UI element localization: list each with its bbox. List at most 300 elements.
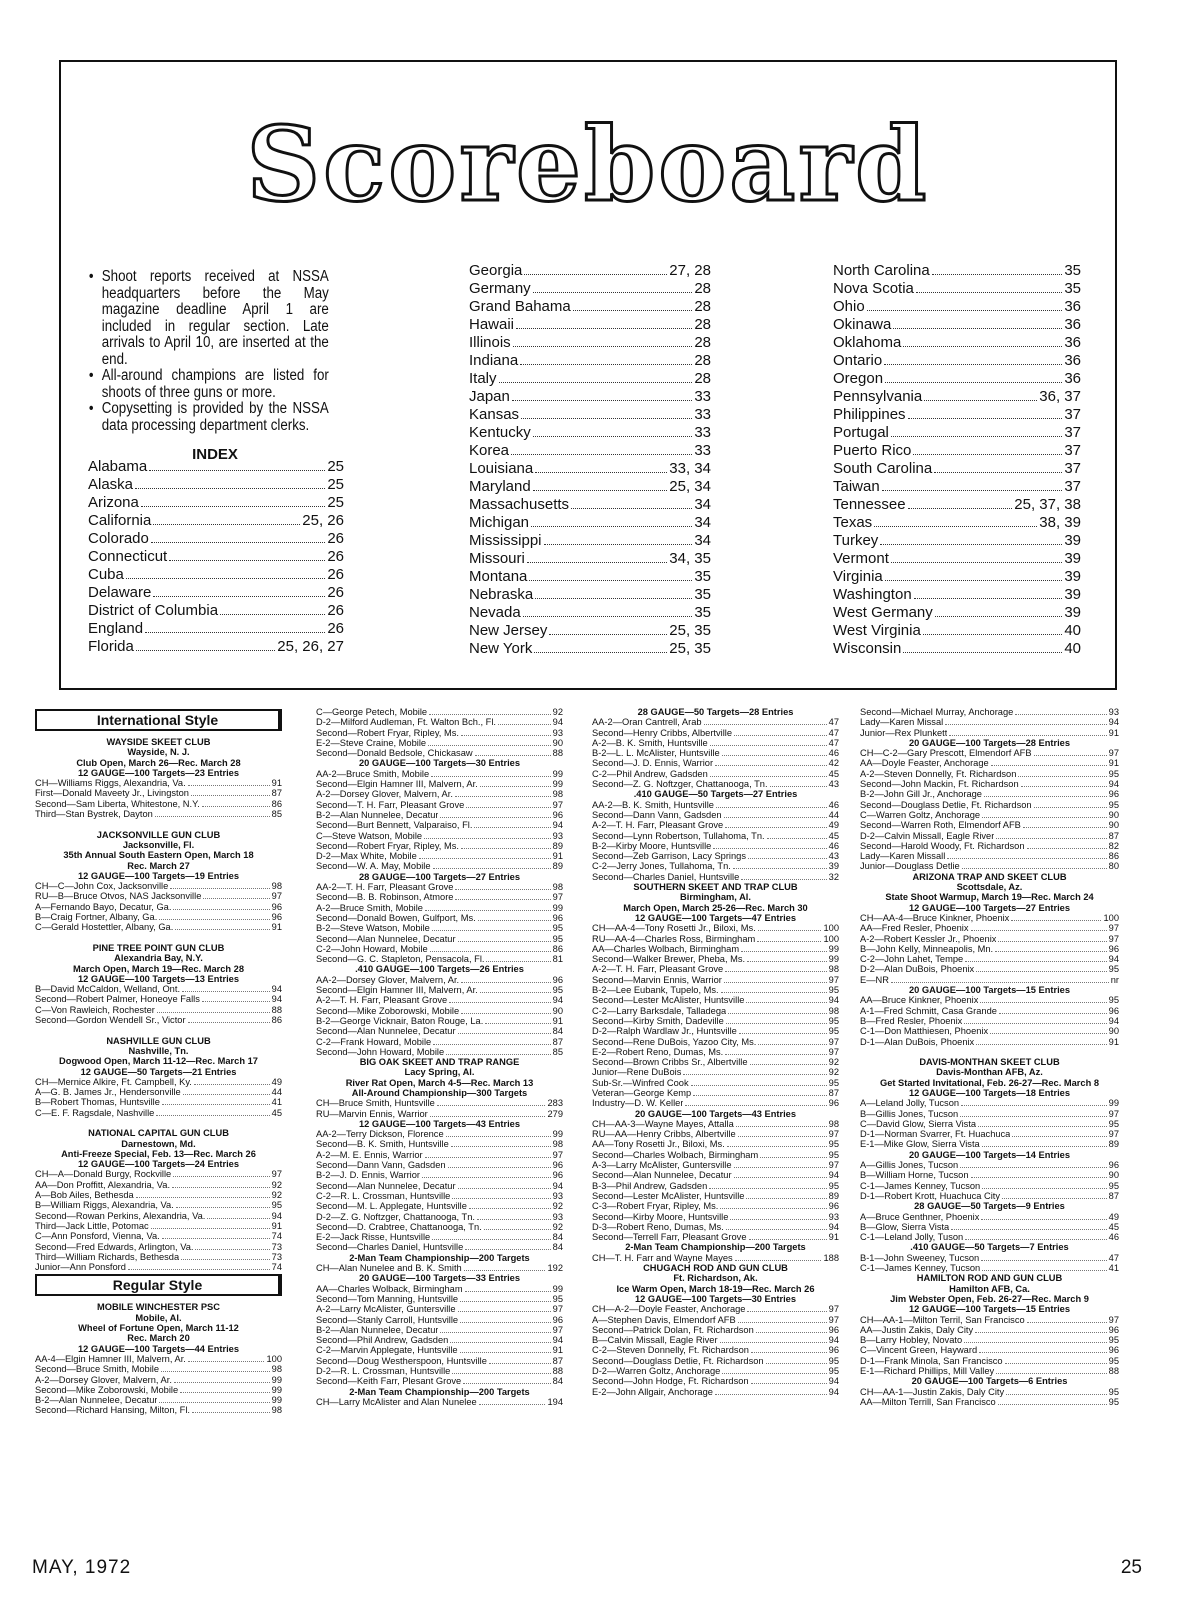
result-row [316,1315,563,1325]
result-row [592,779,839,789]
result-row [860,1109,1119,1119]
index-state: South Carolina [833,460,933,477]
result-row [316,748,563,758]
index-pages: 39 [1064,586,1081,603]
index-column-2 [469,262,711,658]
index-pages: 34, 35 [669,550,711,567]
result-name: Junior—Douglass Detlie [860,861,960,872]
result-row [860,1335,1119,1345]
result-row [592,1057,839,1067]
result-score: 93 [828,1211,839,1222]
result-row [35,984,282,994]
dot-leader [728,1013,826,1014]
result-score: 94 [552,820,563,831]
result-score: 43 [828,851,839,862]
result-score: 95 [828,1180,839,1191]
dot-leader [964,1342,1107,1343]
result-score: 99 [271,1395,282,1406]
spacer [860,1047,1119,1057]
result-name: D-2—Milford Audleman, Ft. Walton Bch., Fl. [316,717,496,728]
dot-leader [971,930,1107,931]
index-pages: 25 [327,476,344,493]
result-score: 96 [1108,943,1119,954]
dot-leader [169,560,325,561]
dot-leader [449,1002,550,1003]
result-name: Second—John Howard, Mobile [316,1046,445,1057]
result-row [860,1232,1119,1242]
dot-leader [485,1023,550,1024]
result-score: 49 [828,820,839,831]
result-row [860,1026,1119,1036]
result-row [592,1232,839,1242]
result-row [35,1015,282,1025]
result-score: 95 [1108,1386,1119,1397]
spacer [35,819,282,829]
dot-leader [980,1002,1106,1003]
section-banner: Regular Style [35,1274,282,1296]
index-entry [469,424,711,442]
results-column-4 [860,707,1119,1407]
result-row [316,1006,563,1016]
result-name: C-2—Jerry Jones, Tullahoma, Tn. [592,861,731,872]
result-score: 97 [828,1314,839,1325]
index-pages: 25, 26, 27 [277,638,344,655]
dot-leader [153,524,300,525]
result-score: 97 [828,1036,839,1047]
result-row [592,1222,839,1232]
result-score: 94 [828,1221,839,1232]
dot-leader [962,868,1107,869]
index-entry [833,262,1081,280]
index-pages: 36 [1064,370,1081,387]
result-heading: 28 GAUGE—100 Targets—27 Entries [358,871,521,882]
index-entry [469,298,711,316]
result-score: 99 [552,779,563,790]
result-heading: ARIZONA TRAP AND SKEET CLUB [912,871,1067,882]
result-name: B—Larry Hobley, Novato [860,1335,963,1346]
result-row [316,1098,563,1108]
index-state: Alaska [88,476,134,493]
result-row [592,1170,839,1180]
issue-date: MAY, 1972 [32,1557,132,1578]
dot-leader [207,1218,269,1219]
dot-leader [965,1239,1106,1240]
result-score: 93 [1108,707,1119,717]
result-name: RU—Marvin Ennis, Warrior [316,1108,428,1119]
result-name: CH—AA-4—Tony Rosetti Jr., Biloxi, Ms. [592,923,756,934]
result-heading: 12 GAUGE—100 Targets—15 Entries [908,1304,1071,1315]
result-score: 47 [828,717,839,728]
index-state: Korea [469,442,510,459]
dot-leader [981,1260,1106,1261]
result-name: B-2—George Vicknair, Baton Rouge, La. [316,1015,484,1026]
result-row [592,1026,839,1036]
result-name: A-2—Robert Kessler Jr., Phoenix [860,933,997,944]
index-entry [88,512,344,530]
result-heading: Hamilton AFB, Ca. [949,1283,1030,1294]
result-row [316,1232,563,1242]
result-row [860,944,1119,954]
result-row [592,831,839,841]
index-entry [833,478,1081,496]
result-row [316,1109,563,1119]
dot-leader [720,1208,826,1209]
result-name: Second—Robert Fryar, Ripley, Ms. [316,727,459,738]
dot-leader [524,274,667,275]
dot-leader [180,1392,270,1393]
index-pages: 25, 26 [302,512,344,529]
index-pages: 37 [1064,478,1081,495]
result-row [316,707,563,717]
dot-leader [923,634,1062,635]
result-row [316,1191,563,1201]
dot-leader [188,1361,265,1362]
result-row [860,1356,1119,1366]
index-entry [88,602,344,620]
dot-leader [172,1187,270,1188]
dot-leader [715,765,827,766]
index-entry [833,334,1081,352]
result-row [592,1016,839,1026]
dot-leader [685,1105,826,1106]
result-name: A—Fernando Bayo, Decatur, Ga. [35,901,172,912]
result-score: 93 [552,830,563,841]
result-name: AA-2—B. K. Smith, Huntsville [592,799,714,810]
dot-leader [998,1404,1107,1405]
result-row [592,1366,839,1376]
result-name: Industry—D. W. Keller [592,1098,684,1109]
index-pages: 25 [327,458,344,475]
result-name: Second—Lester McAlister, Huntsville [592,995,745,1006]
result-score: 100 [1103,912,1119,923]
spacer [35,933,282,943]
result-score: 98 [271,1405,282,1416]
intro-bullet: • Shoot reports received at NSSA headquarters before the May magazine deadline April 1 are included in regular section. Late arrivals to April 10, are inserted at the end. [102,269,329,368]
result-score: 97 [828,1129,839,1140]
dot-leader [770,786,827,787]
result-row [860,707,1119,717]
dot-leader [136,1197,270,1198]
index-state: Vermont [833,550,889,567]
dot-leader [478,920,551,921]
index-pages: 35 [694,586,711,603]
result-row [860,964,1119,974]
index-state: Oklahoma [833,334,902,351]
result-row [35,1364,282,1374]
result-row [316,1356,563,1366]
result-name: CH—C—John Cox, Jacksonville [35,881,169,892]
result-row [35,1385,282,1395]
result-heading: State Shoot Warmup, March 19—Rec. March 24 [885,892,1094,903]
result-row [316,1345,563,1355]
result-score: 94 [271,1210,282,1221]
result-heading: MOBILE WINCHESTER PSC [97,1302,220,1313]
dot-leader [749,1239,827,1240]
result-name: Second—B. K. Smith, Huntsville [316,1139,449,1150]
dot-leader [727,1146,827,1147]
index-entry [469,622,711,640]
result-name: Second—Alan Nunnelee, Decatur [592,1170,732,1181]
index-entry [833,586,1081,604]
index-state: Maryland [469,478,531,495]
result-score: 94 [1108,717,1119,728]
result-name: CH—Alan Nunelee and B. K. Smith [316,1263,462,1274]
result-row [316,1304,563,1314]
dot-leader [750,1064,827,1065]
result-name: B—Calvin Missall, Eagle River [592,1335,718,1346]
result-name: Second—W. A. May, Mobile [316,861,431,872]
result-score: 98 [271,881,282,892]
result-row [316,810,563,820]
dot-leader [736,1126,827,1127]
result-score: 42 [828,758,839,769]
result-heading: SOUTHERN SKEET AND TRAP CLUB [633,882,798,893]
index-pages: 33 [694,442,711,459]
result-row [592,1387,839,1397]
index-entry [469,514,711,532]
index-state: England [88,620,144,637]
result-score: 84 [552,1232,563,1243]
index-state: Alabama [88,458,148,475]
result-row [35,1200,282,1210]
result-row [592,954,839,964]
index-entry [833,370,1081,388]
result-row [860,1139,1119,1149]
index-pages: 36 [1064,298,1081,315]
result-score: 86 [271,798,282,809]
index-pages: 33, 34 [669,460,711,477]
result-name: C-1—James Kenney, Tucson [860,1263,981,1274]
index-state: California [88,512,152,529]
index-entry [88,530,344,548]
result-score: 92 [552,1221,563,1232]
index-pages: 35 [1064,262,1081,279]
dot-leader [455,796,551,797]
result-name: Second—Z. G. Noftzger, Chattanooga, Tn. [592,779,768,790]
result-score: 95 [828,1149,839,1160]
result-score: 95 [1108,995,1119,1006]
dot-leader [460,1301,551,1302]
result-score: 90 [1108,809,1119,820]
result-score: 89 [552,861,563,872]
result-row [592,995,839,1005]
dot-leader [746,1002,826,1003]
dot-leader [477,1219,551,1220]
result-name: Second—Charles Wolbach, Birmingham [592,1149,759,1160]
result-row [316,1242,563,1252]
dot-leader [976,971,1106,972]
dot-leader [549,634,667,635]
dot-leader [461,848,551,849]
result-score: 188 [823,1252,839,1263]
index-entry [833,280,1081,298]
dot-leader [734,1177,827,1178]
result-score: 49 [271,1076,282,1087]
result-score: 46 [828,840,839,851]
result-score: 97 [828,1160,839,1171]
result-score: 73 [271,1251,282,1262]
result-name: CH—Mernice Alkire, Ft. Campbell, Ky. [35,1076,192,1087]
result-score: 96 [552,912,563,923]
result-name: C—Steve Watson, Mobile [316,830,423,841]
result-heading: Nashville, Tn. [128,1045,189,1056]
dot-leader [995,951,1107,952]
result-row [316,851,563,861]
result-name: B-2—Alan Nunnelee, Decatur [316,1324,439,1335]
result-name: Second—Rene DuBois, Yazoo City, Ms. [592,1036,757,1047]
dot-leader [195,1249,269,1250]
result-score: 45 [828,830,839,841]
dot-leader [738,1322,827,1323]
index-entry [469,370,711,388]
dot-leader [965,961,1106,962]
result-heading: 20 GAUGE—100 Targets—14 Entries [908,1149,1071,1160]
result-row [592,728,839,738]
result-heading: Rec. March 20 [127,1333,190,1344]
dot-leader [425,910,551,911]
dot-leader [734,1167,827,1168]
result-score: 97 [828,1046,839,1057]
dot-leader [446,1054,550,1055]
result-name: Second—Keith Farr, Plesant Grove [316,1376,462,1387]
result-score: 94 [828,1170,839,1181]
result-score: 46 [828,748,839,759]
dot-leader [458,1033,551,1034]
result-name: Second—Mike Zoborowski, Mobile [35,1384,179,1395]
result-name: CH—AA-1—Justin Zakis, Daly City [860,1386,1005,1397]
result-row [592,975,839,985]
result-row [592,800,839,810]
dot-leader [693,1095,826,1096]
result-score: 95 [552,1293,563,1304]
index-pages: 37 [1064,406,1081,423]
dot-leader [465,1291,551,1292]
dot-leader [194,1084,270,1085]
dot-leader [734,735,827,736]
result-name: AA-4—Elgin Hamner III, Malvern, Ar. [35,1353,186,1364]
result-score: 98 [828,1118,839,1129]
result-row [316,1263,563,1273]
dot-leader [429,714,551,715]
result-row [35,1077,282,1087]
result-name: AA—Justin Zakis, Daly City [860,1324,974,1335]
result-heading: Wayside, N. J. [127,747,190,758]
dot-leader [498,724,551,725]
dot-leader [128,1269,270,1270]
result-score: 95 [1108,1335,1119,1346]
dot-leader [182,991,270,992]
result-row [860,820,1119,830]
result-name: A-2—T. H. Farr, Pleasant Grove [592,820,724,831]
index-state: Ohio [833,298,865,315]
result-heading: 12 GAUGE—100 Targets—47 Entries [634,912,797,923]
index-state: Puerto Rico [833,442,912,459]
dot-leader [730,1219,826,1220]
index-state: Wisconsin [833,640,902,657]
page-title: Scoreboard [246,105,930,225]
index-entry [469,442,711,460]
dot-leader [466,807,550,808]
result-name: D-2—Alan DuBois, Phoenix [860,964,975,975]
dot-leader [162,1238,270,1239]
result-score: 85 [271,809,282,820]
result-row [860,841,1119,851]
index-entry [833,496,1081,514]
index-state: Kentucky [469,424,531,441]
result-name: A-2—T. H. Farr, Pleasant Grove [316,995,448,1006]
result-row [35,1252,282,1262]
result-name: E—NR [860,974,889,985]
result-row [35,1395,282,1405]
index-pages: 28 [694,316,711,333]
result-name: Second—Rowan Perkins, Alexandria, Va. [35,1210,206,1221]
index-entry [833,352,1081,370]
result-name: A-2—Bruce Smith, Mobile [316,902,423,913]
index-entry [469,406,711,424]
result-name: Second—Douglass Detlie, Ft. Richardson [860,799,1032,810]
result-name: D-2—Calvin Missall, Eagle River [860,830,995,841]
result-name: Second—Henry Cribbs, Albertville [592,727,733,738]
result-name: A—Bruce Genthner, Phoenix [860,1211,980,1222]
dot-leader [203,898,269,899]
result-score: 96 [1108,1324,1119,1335]
index-state: Georgia [469,262,523,279]
result-score: 87 [552,1036,563,1047]
result-score: 80 [1108,861,1119,872]
result-score: 95 [552,923,563,934]
index-pages: 36 [1064,334,1081,351]
result-name: CH—Bruce Smith, Huntsville [316,1098,435,1109]
result-row [860,923,1119,933]
result-name: C—Vincent Green, Hayward [860,1345,978,1356]
spacer [35,1025,282,1035]
dot-leader [982,1146,1107,1147]
index-pages: 39 [1064,604,1081,621]
result-name: C—Warren Goltz, Anchorage [860,809,981,820]
index-entry [469,478,711,496]
result-name: AA—Bruce Kinkner, Phoenix [860,995,979,1006]
result-row [316,995,563,1005]
dot-leader [964,1023,1106,1024]
result-row [860,861,1119,871]
result-score: 94 [552,1335,563,1346]
result-name: B-2—L. L. McAlister, Huntsville [592,748,720,759]
dot-leader [484,1229,551,1230]
result-name: D-2—R. L. Crossman, Huntsville [316,1366,451,1376]
result-heading: 12 GAUGE—100 Targets—43 Entries [358,1118,521,1129]
dot-leader [176,1207,270,1208]
index-pages: 33 [694,424,711,441]
result-name: E-2—Steve Craine, Mobile [316,737,427,748]
result-score: 97 [1108,1108,1119,1119]
result-row [860,769,1119,779]
result-score: 86 [271,1015,282,1026]
result-name: B—Gillis Jones, Tucson [860,1108,959,1119]
index-pages: 35 [694,568,711,585]
result-score: 98 [271,1364,282,1375]
dot-leader [981,1219,1106,1220]
index-state: Italy [469,370,497,387]
result-heading: Scottsdale, Az. [956,882,1023,893]
result-heading: 12 GAUGE—100 Targets—30 Entries [634,1293,797,1304]
index-state: Michigan [469,514,530,531]
result-row [316,892,563,902]
result-score: 194 [547,1396,563,1407]
dot-leader [738,1136,827,1137]
result-name: Second—Brown Cribbs Sr., Albertville [592,1057,748,1068]
result-score: 94 [1108,779,1119,790]
result-name: Second—Doug Westherspoon, Huntsville [316,1355,487,1366]
